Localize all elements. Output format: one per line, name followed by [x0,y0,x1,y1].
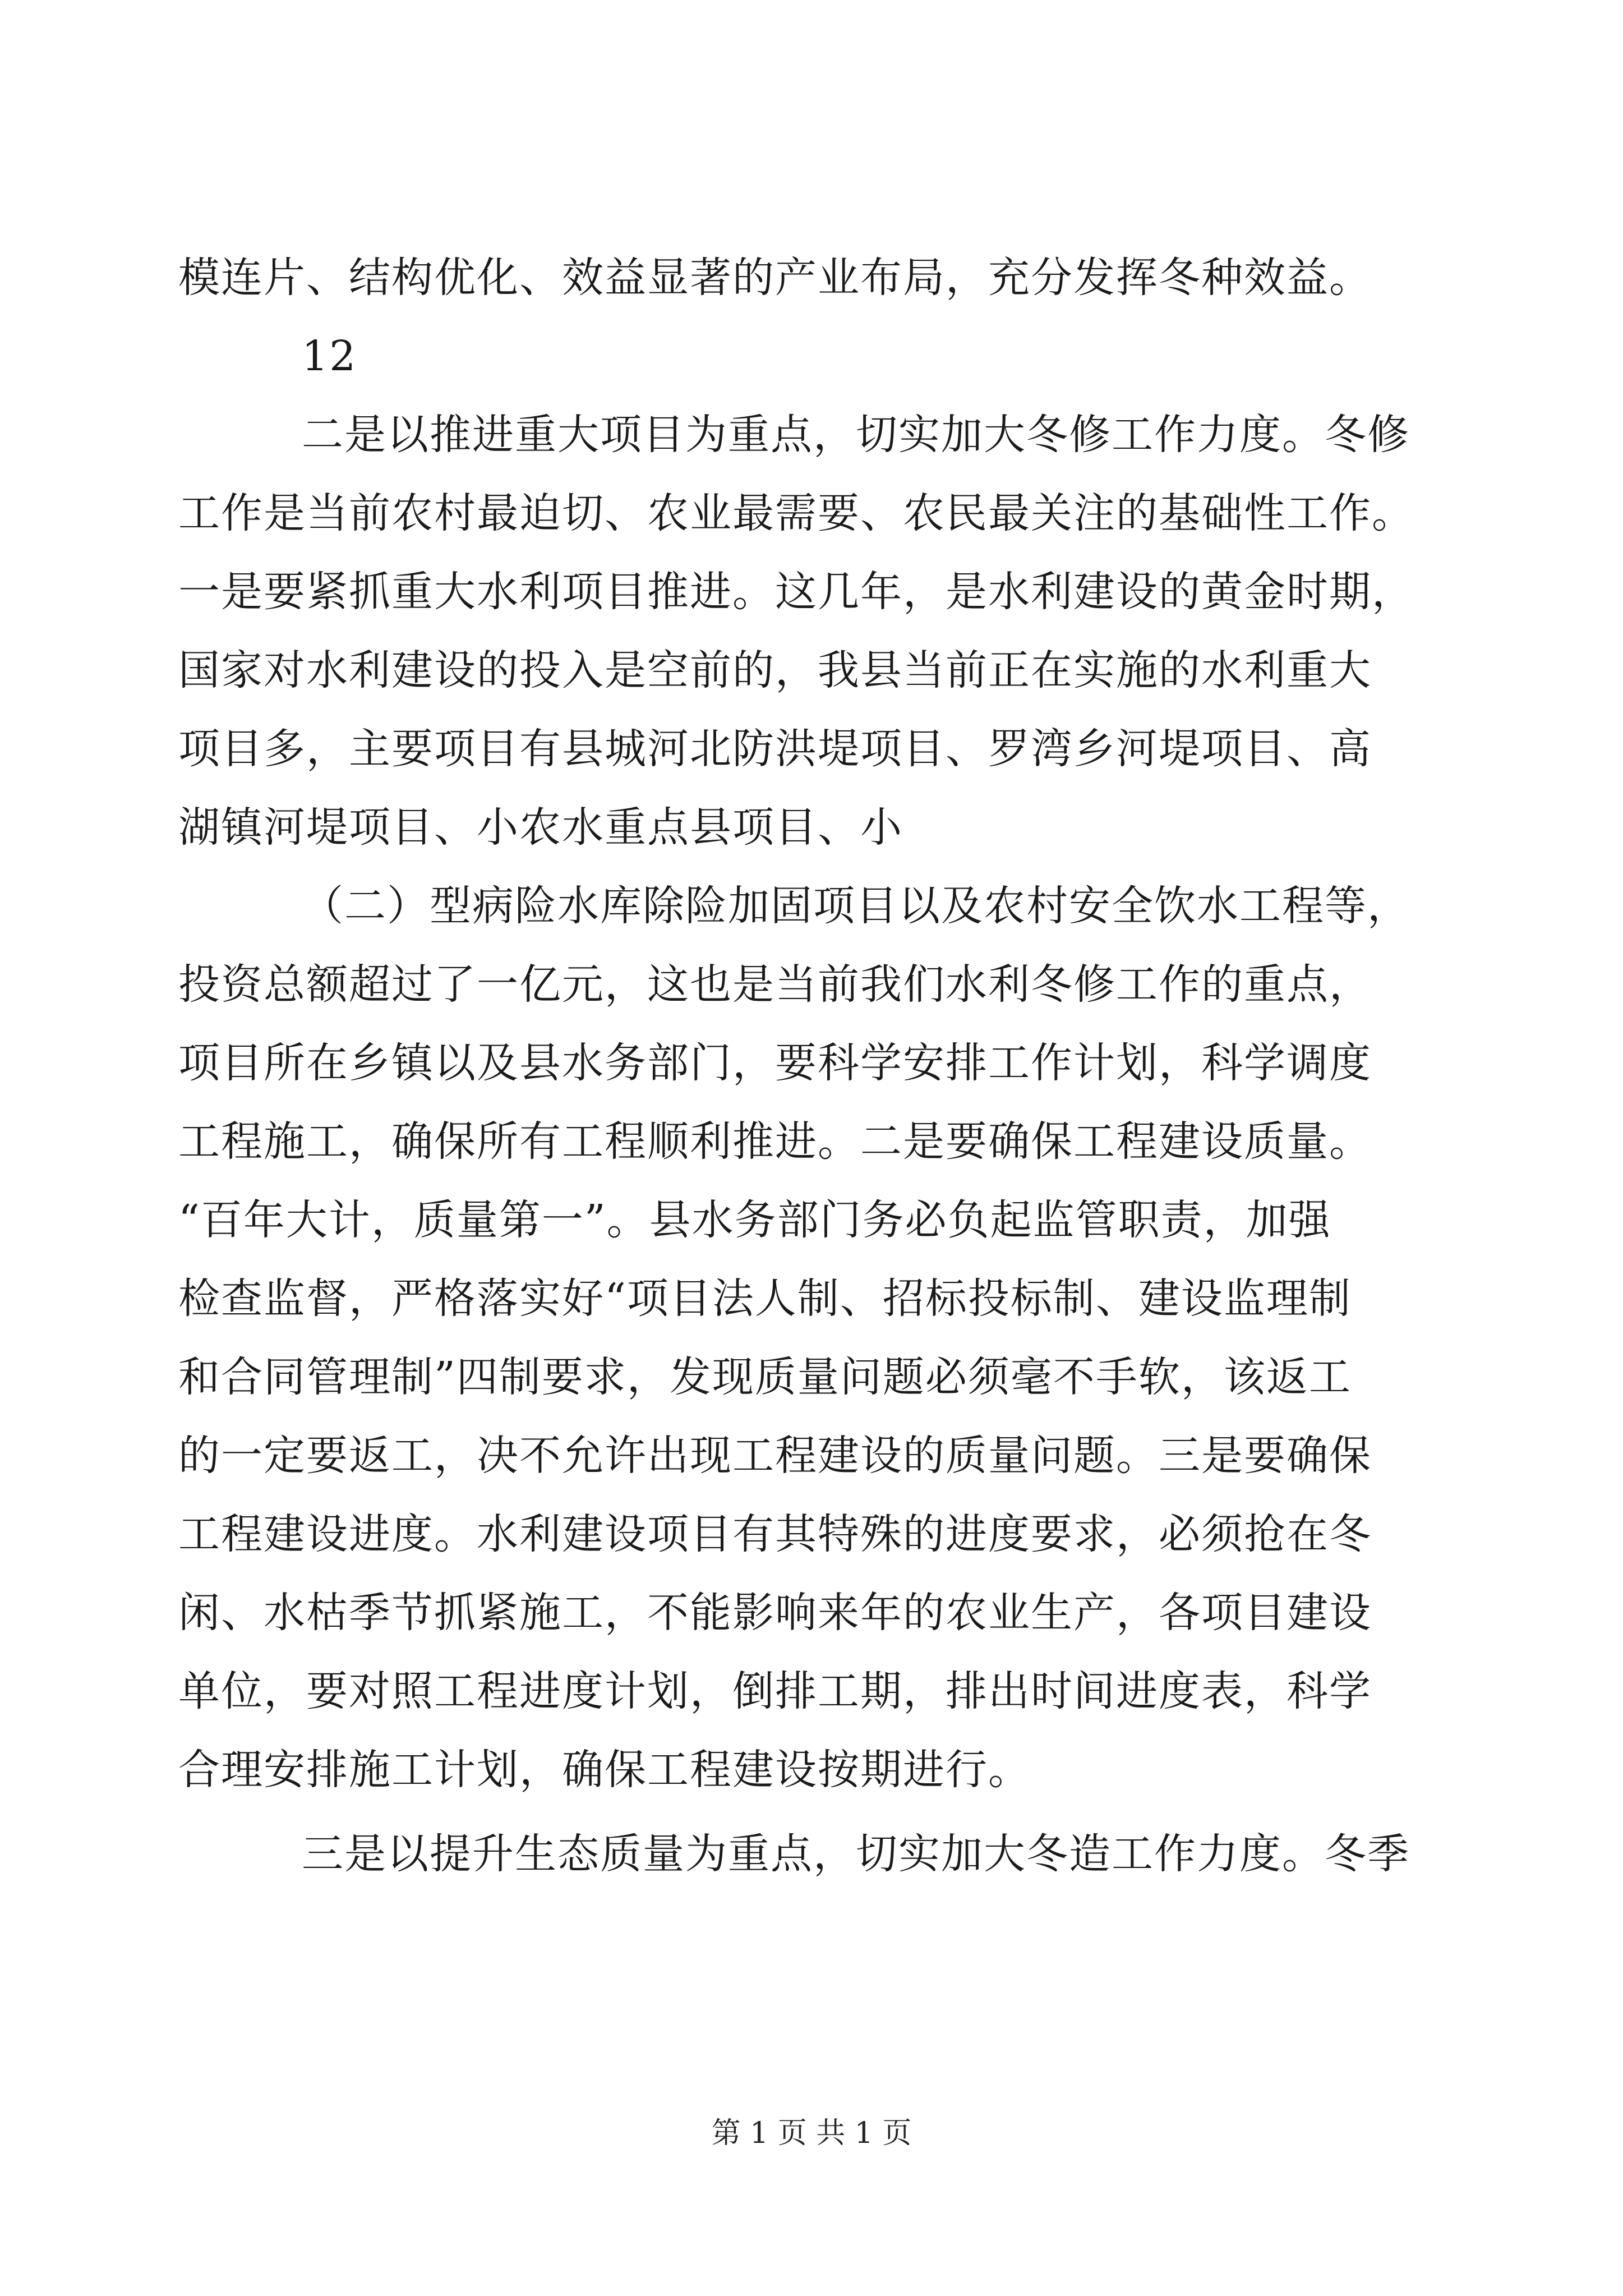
text-line-15: 和合同管理制”四制要求，发现质量问题必须毫不手软，该返工 [178,1353,1352,1401]
text-line-17: 工程建设进度。水利建设项目有其特殊的进度要求，必须抢在冬 [178,1510,1372,1558]
text-line-11: 项目所在乡镇以及县水务部门，要科学安排工作计划，科学调度 [178,1039,1372,1087]
text-line-1: 模连片、结构优化、效益显著的产业布局，充分发挥冬种效益。 [178,254,1372,302]
text-line-9: （二）型病险水库除险加固项目以及农村安全饮水工程等， [302,882,1410,930]
text-line-16: 的一定要返工，决不允许出现工程建设的质量问题。三是要确保 [178,1432,1372,1480]
text-line-14: 检查监督，严格落实好“项目法人制、招标投标制、建设监理制 [178,1274,1352,1323]
text-line-10: 投资总额超过了一亿元，这也是当前我们水利冬修工作的重点， [178,960,1372,1009]
text-line-6: 国家对水利建设的投入是空前的，我县当前正在实施的水利重大 [178,646,1372,694]
text-line-7: 项目多，主要项目有县城河北防洪堤项目、罗湾乡河堤项目、高 [178,725,1372,773]
text-line-2: 12 [302,332,357,380]
text-line-20: 合理安排施工计划，确保工程建设按期进行。 [178,1746,1031,1794]
text-line-3: 二是以推进重大项目为重点，切实加大冬修工作力度。冬修 [302,411,1410,459]
text-line-18: 闲、水枯季节抓紧施工，不能影响来年的农业生产，各项目建设 [178,1589,1372,1637]
text-line-4: 工作是当前农村最迫切、农业最需要、农民最关注的基础性工作。 [178,489,1414,537]
page-footer: 第 1 页 共 1 页 [711,2116,912,2150]
text-line-12: 工程施工，确保所有工程顺利推进。二是要确保工程建设质量。 [178,1117,1372,1166]
text-line-5: 一是要紧抓重大水利项目推进。这几年，是水利建设的黄金时期， [178,568,1414,616]
text-line-8: 湖镇河堤项目、小农水重点县项目、小 [178,803,903,852]
text-line-19: 单位，要对照工程进度计划，倒排工期，排出时间进度表，科学 [178,1667,1372,1715]
text-line-21: 三是以提升生态质量为重点，切实加大冬造工作力度。冬季 [302,1830,1410,1878]
text-line-13: “百年大计，质量第一”。县水务部门务必负起监管职责，加强 [178,1196,1331,1244]
